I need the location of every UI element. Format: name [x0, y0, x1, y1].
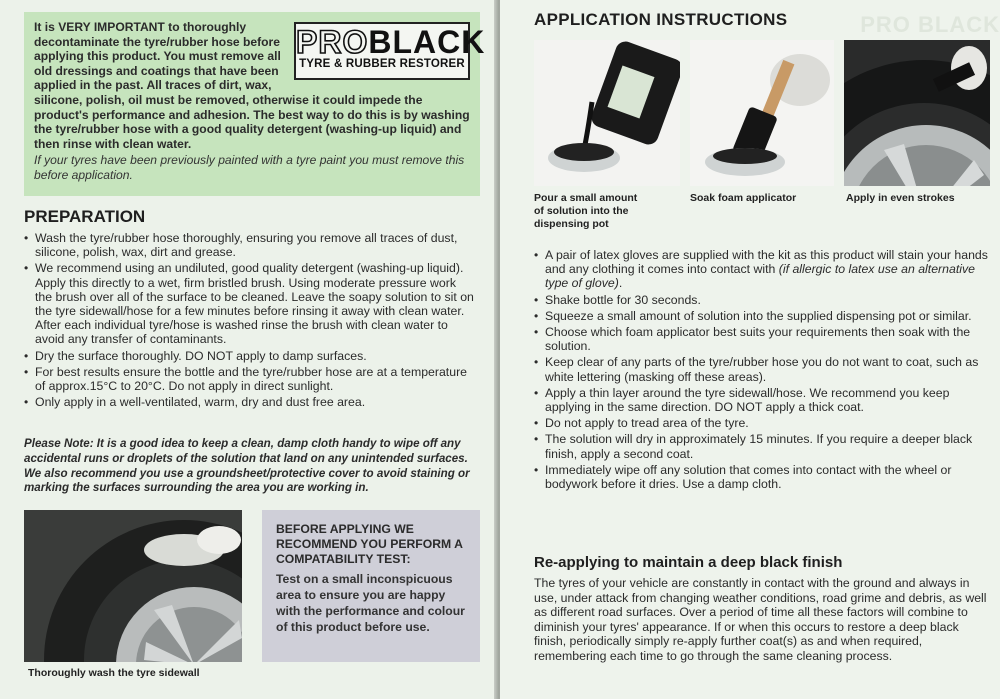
soak-caption: Soak foam applicator [690, 192, 797, 204]
soak-applicator-photo [690, 40, 834, 186]
list-item: • Do not apply to tread area of the tyre. [534, 416, 992, 430]
list-item: • Squeeze a small amount of solution into the supplied dispensing pot or similar. [534, 309, 992, 323]
tyre-wash-illustration [24, 510, 242, 662]
apply-strokes-photo [844, 40, 990, 186]
intro-warning-text: It is VERY IMPORTANT to thoroughly decontaminate the tyre/rubber hose before applying this product. You must remove all old dressings and coatings that have been applied in the past. All traces of dirt, wax, silicone, polish, oil must be removed, otherwise it could impede the product's performance and adhesion. The best way to do this is by washing the tyre/rubber hose with a good quality detergent (washing-up liquid) and then rinse with clean water. [34, 20, 470, 151]
logo-pro-text: PRO [296, 24, 369, 60]
intro-italic-note: If your tyres have been previously painted with a tyre paint you must remove this before application. [34, 153, 465, 182]
list-item: • Dry the surface thoroughly. DO NOT apply to damp surfaces. [24, 349, 476, 363]
logo-subtitle: TYRE & RUBBER RESTORER [299, 58, 465, 70]
list-item: • Choose which foam applicator best suits your requirements then soak with the solution. [534, 325, 992, 353]
list-item: • Apply a thin layer around the tyre sidewall/hose. We recommend you keep applying in the same direction. DO NOT apply a thick coat. [534, 386, 992, 414]
list-item: • Only apply in a well-ventilated, warm, dry and dust free area. [24, 395, 476, 409]
wash-photo-caption: Thoroughly wash the tyre sidewall [28, 667, 200, 679]
right-page [500, 0, 1000, 699]
test-box-heading: BEFORE APPLYING WE RECOMMEND YOU PERFORM A COMPATABILITY TEST: [276, 522, 463, 566]
list-item: • Shake bottle for 30 seconds. [534, 293, 992, 307]
reapply-heading: Re-applying to maintain a deep black finish [534, 554, 843, 571]
pour-caption: Pour a small amount of solution into the dispensing pot [534, 192, 638, 230]
logo-black-text: BLACK [368, 24, 486, 60]
preparation-heading: PREPARATION [24, 207, 146, 226]
application-list [534, 248, 992, 493]
tyre-apply-illustration [844, 40, 990, 186]
compatibility-test-box [262, 510, 480, 662]
ghost-logo: PRO BLACK [860, 12, 1000, 37]
list-item: • The solution will dry in approximately 15 minutes. If you require a deeper black finish, apply a second coat. [534, 432, 992, 460]
left-page [0, 0, 496, 699]
application-heading: APPLICATION INSTRUCTIONS [534, 10, 788, 29]
foam-applicator-illustration [690, 40, 834, 186]
bottle-pour-illustration [534, 40, 680, 186]
list-item: • Keep clear of any parts of the tyre/rubber hose you do not want to coat, such as white lettering (masking off these areas). [534, 355, 992, 383]
list-item: • Immediately wipe off any solution that comes into contact with the wheel or bodywork before it dries. Use a damp cloth. [534, 463, 992, 491]
reapply-body: The tyres of your vehicle are constantly in contact with the ground and always in use, under attack from changing weather conditions, road grime and debris, as well as different road surfaces. Over a period of time all these factors will combine to diminish your tyres' appearance. If or when this occurs to restore a deep black finish, periodically simply re-apply further coat(s) as and when required, remembering each time to go through the same cleaning process. [534, 576, 987, 663]
wash-tyre-photo [24, 510, 242, 662]
problack-logo [294, 22, 486, 80]
list-item: • Wash the tyre/rubber hose thoroughly, ensuring you remove all traces of dust, silicone, polish, wax, dirt and grease. [24, 231, 476, 259]
list-item: • We recommend using an undiluted, good quality detergent (washing-up liquid). Apply this directly to a wet, firm bristled brush. Using moderate pressure work the brush over all of the surface to be cleaned. Leave the soapy solution to sit on the tyre sidewall/hose for a few minutes before rinsing it away with clean water. After each individual tyre/hose is washed rinse the brush with clean water to avoid any transfer of contaminants. [24, 261, 476, 346]
list-item: • For best results ensure the bottle and the tyre/rubber hose are at a temperature of approx.15°C to 20°C. Do not apply in direct sunlight. [24, 365, 476, 393]
list-item: • A pair of latex gloves are supplied with the kit as this product will stain your hands and any clothing it comes into contact with (if allergic to latex use an alternative type of glove). [534, 248, 992, 291]
test-box-body: Test on a small inconspicuous area to ensure you are happy with the performance and colour of this product before use. [276, 572, 465, 634]
apply-caption: Apply in even strokes [846, 192, 955, 204]
intro-box [24, 12, 486, 196]
preparation-list [24, 231, 476, 411]
please-note: Please Note: It is a good idea to keep a clean, damp cloth handy to wipe off any accidental runs or droplets of the solution that land on any unintended surfaces. We also recommend you use a groundsheet/protective cover to avoid staining or marking the surfaces surrounding the area you are working in. [24, 437, 470, 495]
pour-solution-photo [534, 40, 680, 186]
